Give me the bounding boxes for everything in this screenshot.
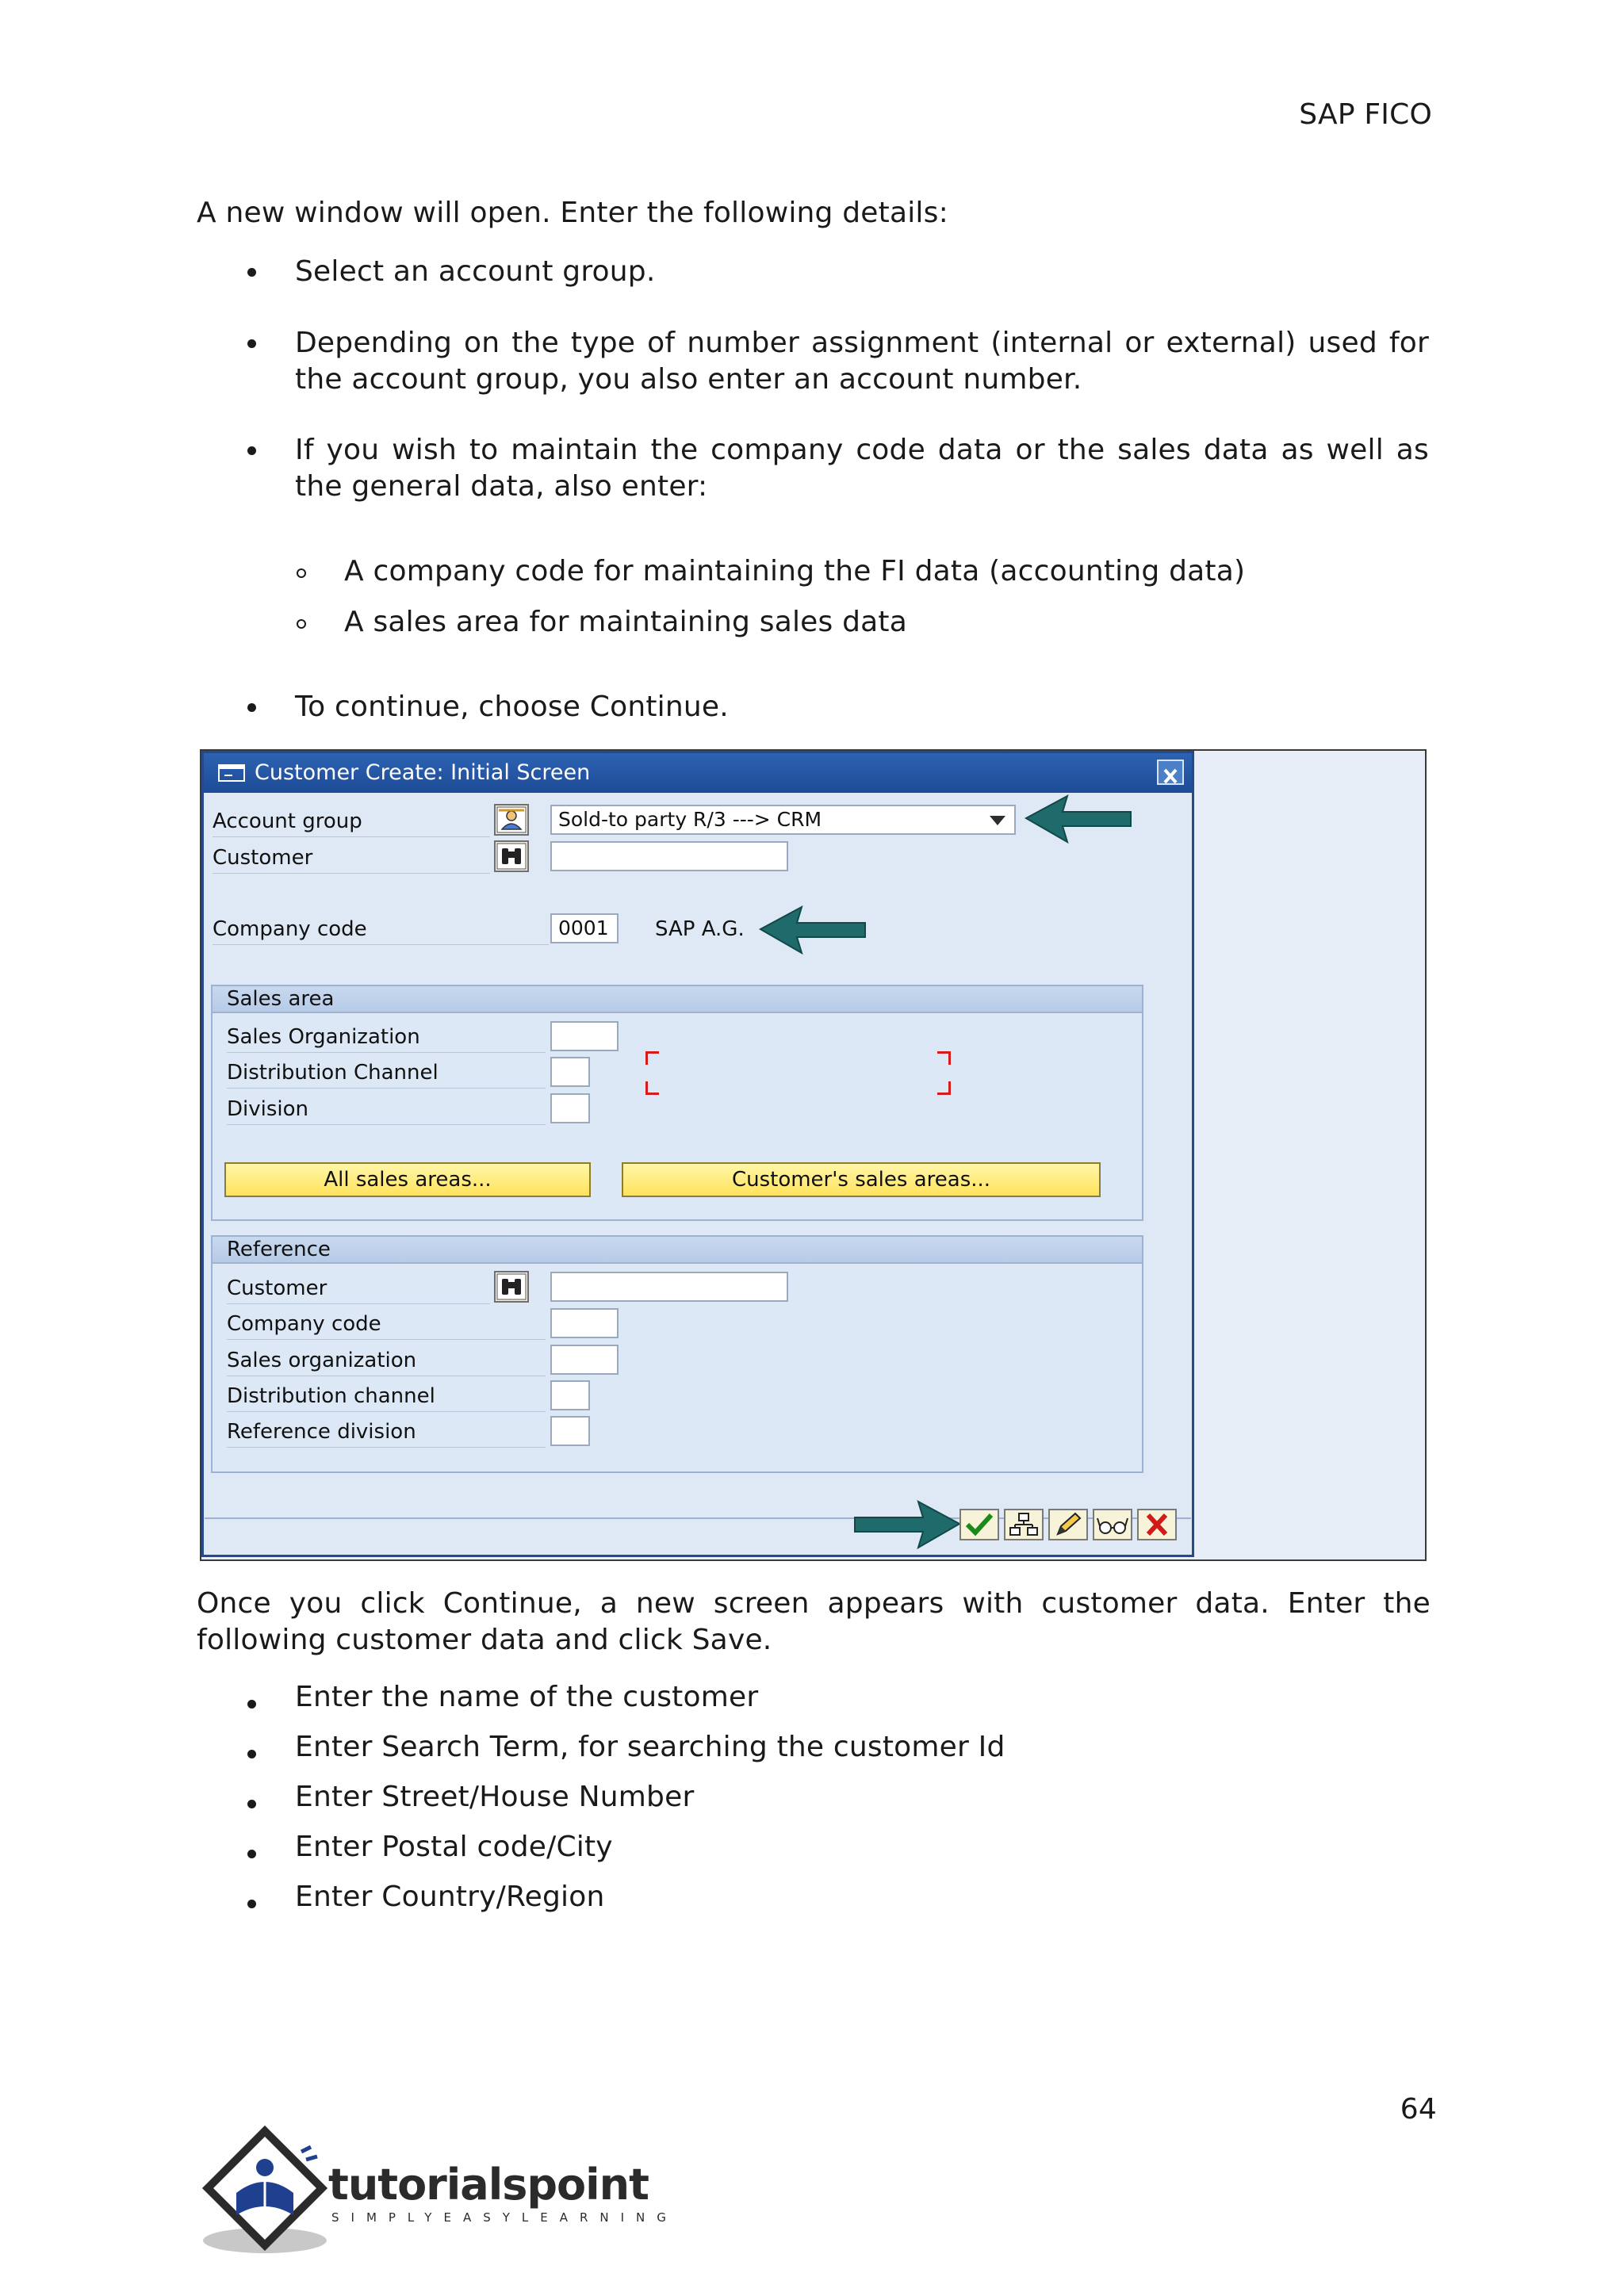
company-name: SAP A.G. xyxy=(655,917,745,941)
pointer-arrow-icon xyxy=(757,902,868,958)
display-button[interactable] xyxy=(1093,1509,1132,1540)
continue-button[interactable] xyxy=(959,1509,999,1540)
reference-title: Reference xyxy=(213,1237,1142,1264)
company-code-label: Company code xyxy=(213,913,549,945)
distribution-channel-input[interactable] xyxy=(550,1057,590,1087)
customer-label: Customer xyxy=(213,842,490,874)
bullet-dot xyxy=(247,339,256,348)
close-button[interactable] xyxy=(1157,760,1184,785)
focus-corner xyxy=(645,1081,659,1095)
pointer-arrow-icon xyxy=(852,1497,963,1552)
account-group-value: Sold-to party R/3 ---> CRM xyxy=(558,808,822,831)
reference-company-code-label: Company code xyxy=(227,1308,546,1340)
edit-pencil-icon xyxy=(1050,1510,1086,1539)
account-group-label: Account group xyxy=(213,806,490,837)
bullet-dot xyxy=(247,1900,256,1908)
reference-sales-organization-input[interactable] xyxy=(550,1345,619,1375)
after-item: Enter Postal code/City xyxy=(295,1831,613,1863)
customers-sales-areas-button[interactable]: Customer's sales areas... xyxy=(622,1162,1101,1197)
company-code-input[interactable]: 0001 xyxy=(550,913,619,943)
cancel-button[interactable] xyxy=(1137,1509,1177,1540)
focus-corner xyxy=(937,1081,951,1095)
reference-customer-input[interactable] xyxy=(550,1272,788,1302)
bullet-dot xyxy=(247,268,256,277)
reference-customer-label: Customer xyxy=(227,1272,490,1304)
dialog-title: Customer Create: Initial Screen xyxy=(255,760,591,785)
sub-bullet-item: A company code for maintaining the FI data (accounting data) xyxy=(344,555,1246,587)
reference-customer-search-button[interactable] xyxy=(494,1271,529,1303)
bullet-item: Depending on the type of number assignment (internal or external) used for the account group, you also enter an account number. xyxy=(295,327,1429,396)
reference-distribution-channel-label: Distribution channel xyxy=(227,1380,546,1412)
bullet-dot xyxy=(247,1800,256,1808)
division-label: Division xyxy=(227,1093,546,1125)
division-input[interactable] xyxy=(550,1093,590,1123)
window-icon xyxy=(218,764,245,782)
after-item: Enter Search Term, for searching the customer Id xyxy=(295,1731,1005,1763)
dialog-title-bar xyxy=(204,753,1192,793)
bullet-dot xyxy=(247,1850,256,1858)
sales-organization-label: Sales Organization xyxy=(227,1021,546,1053)
account-group-select[interactable] xyxy=(550,805,1016,835)
cancel-x-icon xyxy=(1139,1510,1175,1539)
close-icon xyxy=(1159,765,1182,787)
continue-check-icon xyxy=(961,1510,998,1539)
page-number: 64 xyxy=(1400,2093,1437,2126)
bullet-item: If you wish to maintain the company code data or the sales data as well as the general data, also enter: xyxy=(295,434,1429,503)
bullet-dot xyxy=(247,1750,256,1758)
org-hierarchy-icon xyxy=(1005,1510,1042,1539)
reference-division-label: Reference division xyxy=(227,1416,546,1448)
binoculars-icon xyxy=(496,1272,527,1301)
after-item: Enter Street/House Number xyxy=(295,1781,695,1813)
logo-mark-icon xyxy=(195,2122,338,2264)
sub-bullet-circle xyxy=(297,568,306,578)
display-glasses-icon xyxy=(1094,1510,1131,1539)
bullet-item: Select an account group. xyxy=(295,255,656,288)
sales-organization-input[interactable] xyxy=(550,1021,619,1051)
intro-text: A new window will open. Enter the following details: xyxy=(197,197,948,229)
bullet-dot xyxy=(247,1700,256,1709)
focus-corner xyxy=(645,1051,659,1065)
after-item: Enter Country/Region xyxy=(295,1881,605,1913)
pointer-arrow-icon xyxy=(1023,791,1134,847)
edit-button[interactable] xyxy=(1048,1509,1088,1540)
chevron-down-icon xyxy=(989,815,1006,826)
focus-corner xyxy=(937,1051,951,1065)
after-text: Once you click Continue, a new screen appears with customer data. Enter the following customer data and click Save. xyxy=(197,1587,1431,1656)
logo-name: tutorialspoint xyxy=(328,2160,649,2210)
person-icon xyxy=(496,806,527,834)
account-group-help-button[interactable] xyxy=(494,804,529,836)
binoculars-icon xyxy=(496,842,527,871)
reference-company-code-input[interactable] xyxy=(550,1308,619,1338)
customer-search-button[interactable] xyxy=(494,840,529,872)
all-sales-areas-button[interactable]: All sales areas... xyxy=(224,1162,591,1197)
bullet-dot xyxy=(247,703,256,712)
reference-sales-organization-label: Sales organization xyxy=(227,1345,546,1376)
reference-distribution-channel-input[interactable] xyxy=(550,1380,590,1410)
after-item: Enter the name of the customer xyxy=(295,1681,759,1713)
distribution-channel-label: Distribution Channel xyxy=(227,1057,546,1089)
sub-bullet-circle xyxy=(297,619,306,629)
reference-division-input[interactable] xyxy=(550,1416,590,1446)
sales-area-title: Sales area xyxy=(213,986,1142,1013)
logo-tagline: SIMPLYEASYLEARNING xyxy=(331,2210,678,2225)
bullet-dot xyxy=(247,446,256,455)
org-hierarchy-button[interactable] xyxy=(1004,1509,1044,1540)
bullet-item: To continue, choose Continue. xyxy=(295,691,729,723)
sub-bullet-item: A sales area for maintaining sales data xyxy=(344,606,908,638)
page-header-title: SAP FICO xyxy=(1299,98,1432,131)
customer-input[interactable] xyxy=(550,841,788,871)
tutorialspoint-logo xyxy=(195,2122,678,2264)
